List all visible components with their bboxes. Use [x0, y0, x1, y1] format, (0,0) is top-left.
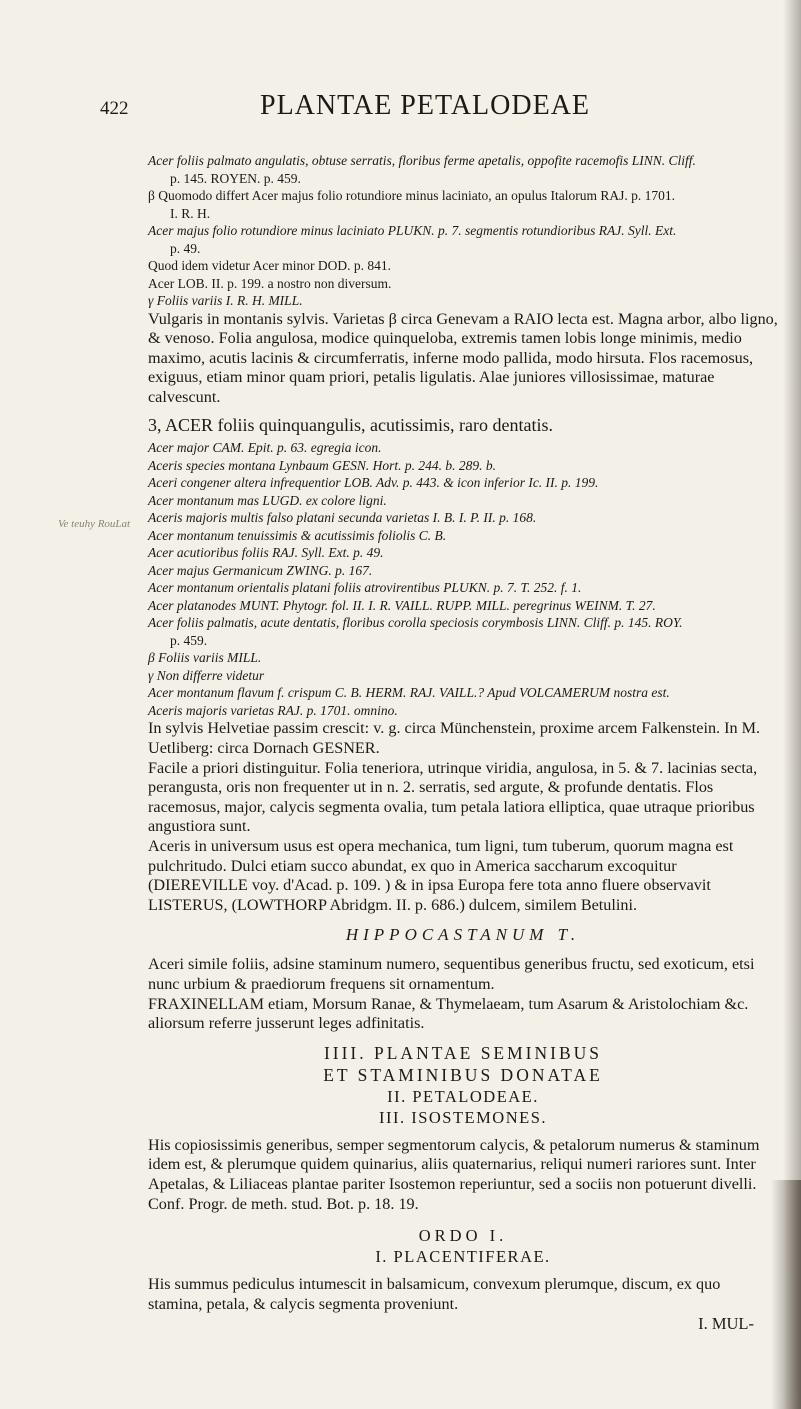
paragraph-aceri: Aceri simile foliis, adsine staminum numero, sequentibus generibus fructu, sed exoticum, etsi nunc urbium & praediorum frequens sit ornamentum. [148, 955, 755, 993]
species-heading: 3, ACER foliis quinquangulis, acutissimis, raro dentatis. [148, 415, 553, 436]
paragraph-fraxinella: FRAXINELLAM etiam, Morsum Ranae, & Thymelaeam, tum Asarum & Aristolochiam &c. aliorsum referre jusserunt leges adfinitatis. [148, 994, 749, 1033]
catchword: I. MUL- [698, 1314, 754, 1334]
synonym-line: β Foliis variis MILL. [148, 650, 262, 666]
paragraph-fummus: His summus pediculus intumescit in balsamicum, convexum plerumque, discum, ex quo stamina, petala, & calycis segmenta proveniunt. [148, 1275, 721, 1313]
synonym-line: Acer montanum tenuissimis & acutissimis foliolis C. B. [148, 527, 447, 543]
synonym-line: Acer foliis palmato angulatis, obtuse serratis, floribus ferme apetalis, oppofite racemofis LINN. Cliff. [148, 153, 696, 168]
synonym-line: Aceris majoris multis falso platani secunda varietas I. B. I. P. II. p. 168. [148, 510, 537, 526]
synonym-line: Acer majus folio rotundiore minus laciniato PLUKN. p. 7. segmentis rotundioribus RAJ. Syll. Ext. [148, 223, 677, 238]
class-heading-line1: IIII. PLANTAE SEMINIBUS [323, 1042, 603, 1063]
class-heading-line2: ET STAMINIBUS DONATAE [323, 1064, 603, 1085]
synonym-line: Acer montanum orientalis platani foliis atrovirentibus PLUKN. p. 7. T. 252. f. 1. [148, 580, 582, 596]
synonym-line: Acer montanum mas LUGD. ex colore ligni. [148, 492, 387, 508]
synonym-line: γ Foliis variis I. R. H. MILL. [148, 293, 303, 308]
paragraph-facile: Facile a priori distinguitur. Folia teneriora, utrinque viridia, angulosa, in 5. & 7. lacinias secta, perangusta, oris non frequenter ut in n. 2. serratis, sed argute, & profunde dentatis. Flos racemosus, major, calycis segmenta ovalia, tum petala latiora elliptica, quae utraque prioribus angustiora sunt. [148, 758, 758, 836]
running-title: PLANTAE PETALODEAE [260, 90, 591, 121]
synonym-line: Acer montanum flavum f. crispum C. B. HERM. RAJ. VAILL.? Apud VOLCAMERUM nostra est. [148, 685, 670, 701]
synonym-line: Aceris majoris varietas RAJ. p. 1701. omnino. [148, 702, 398, 718]
synonym-line: p. 49. [170, 240, 201, 256]
order-subheading: I. PLACENTIFERAE. [375, 1247, 551, 1267]
synonym-line: Acer acutioribus foliis RAJ. Syll. Ext. p. 49. [148, 545, 384, 561]
synonym-list-a [148, 152, 778, 310]
margin-annotation: Ve teuhy RouLat [58, 518, 131, 530]
paragraph-aceris: Aceris in universum usus est opera mechanica, tum ligni, tum tuberum, quorum magna est pulchritudo. Dulci etiam succo abundat, ex quo in America saccharum excoquitur (DIEREVILLE voy. d'Acad. p. 109. ) & in ipsa Europa fere tota anno fluere observavit LISTERUS, (LOWTHORP Abridgm. II. p. 686.) dulcem, similem Betulini. [148, 837, 734, 914]
synonym-line: Acer LOB. II. p. 199. a nostro non diversum. [148, 275, 392, 291]
synonym-line: Aceris species montana Lynbaum GESN. Hort. p. 244. b. 289. b. [148, 457, 496, 473]
page-content [148, 152, 778, 1334]
synonym-list-b [148, 439, 778, 719]
synonym-line: Acer platanodes MUNT. Phytogr. fol. II. I. R. VAILL. RUPP. MILL. peregrinus WEINM. T. 27. [148, 597, 656, 613]
synonym-line: Acer majus Germanicum ZWING. p. 167. [148, 562, 373, 578]
synonym-line: I. R. H. [170, 205, 211, 221]
synonym-line: Acer major CAM. Epit. p. 63. egregia icon. [148, 440, 382, 456]
synonym-line: p. 145. ROYEN. p. 459. [170, 170, 301, 186]
page-number: 422 [100, 98, 129, 119]
synonym-line: p. 459. [170, 632, 208, 648]
synonym-line: β Quomodo differt Acer majus folio rotundiore minus laciniato, an opulus Italorum RAJ. p. 1701. [148, 188, 676, 203]
class-heading-line4: III. ISOSTEMONES. [378, 1107, 548, 1127]
paragraph-his: His copiosissimis generibus, semper segmentorum calycis, & petalorum numerus & staminum idem est, & plerumque quidem quinarius, aliis quaternarius, reliqui numeri rariores sunt. Inter Apetalas, & Liliaceas plantae pariter Isostemon reperiuntur, sed a sociis non potuerunt divelli. Conf. Progr. de meth. stud. Bot. p. 18. 19. [148, 1135, 760, 1213]
synonym-line: γ Non differre videtur [148, 667, 265, 683]
page-header [100, 88, 740, 128]
synonym-line: Quod idem videtur Acer minor DOD. p. 841. [148, 258, 391, 273]
paragraph-vulgaris: Vulgaris in montanis sylvis. Varietas β circa Genevam a RAIO lecta est. Magna arbor, albo ligno, & venoso. Folia angulosa, modice quinqueloba, extremis tamen lobis longe minimis, medio maximo, acutis lacinis & circumferratis, inferne modo pallida, modo hirsuta. Flos racemosus, exiguus, etiam minor quam priori, petalis ligulatis. Alae juniores villosissimae, maturae calvescunt. [148, 309, 778, 406]
synonym-line: Aceri congener altera infrequentior LOB. Adv. p. 443. & icon inferior Ic. II. p. 199. [148, 475, 599, 491]
genus-heading: HIPPOCASTANUM T. [345, 925, 581, 945]
class-heading-line3: II. PETALODEAE. [387, 1086, 539, 1106]
paragraph-helvetiae: In sylvis Helvetiae passim crescit: v. g. circa Münchenstein, proxime arcem Falkenstein. In M. Uetliberg: circa Dornach GESNER. [148, 719, 761, 758]
order-heading: ORDO I. [418, 1226, 508, 1246]
synonym-line: Acer foliis palmatis, acute dentatis, floribus corolla speciosis corymbosis LINN. Cliff. p. 145. ROY. [148, 615, 683, 631]
